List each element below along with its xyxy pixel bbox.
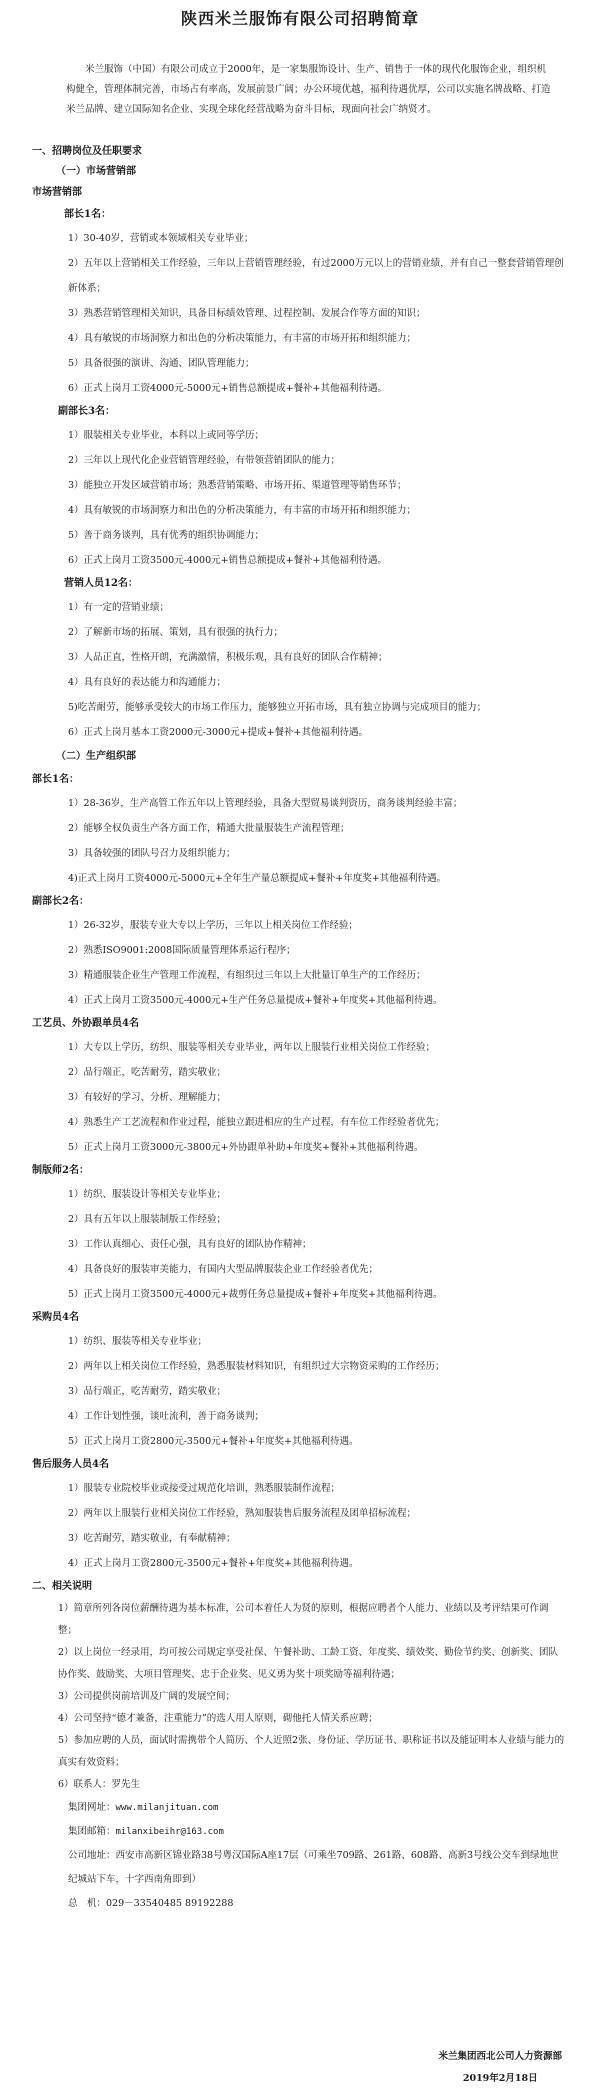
list-item: 6）正式上岗月基本工资2000元-3000元+提成+餐补+其他福利待遇。: [68, 727, 368, 738]
list-item: 5）具备很强的演讲、沟通、团队管理能力；: [68, 358, 255, 369]
list-item: 3）能独立开发区域营销市场；熟悉营销策略、市场开拓、渠道管理等销售环节；: [68, 480, 407, 491]
list-item: 4）具有良好的表达能力和沟通能力；: [68, 677, 227, 688]
list-item: 3）熟悉营销管理相关知识，具备目标绩效管理、过程控制、发展合作等方面的知识；: [68, 308, 426, 319]
list-item: 4）正式上岗月工资2800元-3500元+餐补+年度奖+其他福利待遇。: [68, 1558, 359, 1569]
section1-heading: 一、招聘岗位及任职要求: [32, 146, 142, 157]
list-item: 6）正式上岗月工资4000元-5000元+销售总额提成+餐补+其他福利待遇。: [68, 383, 387, 394]
list-item: 5）正式上岗月工资2800元-3500元+餐补+年度奖+其他福利待遇。: [68, 1436, 359, 1447]
list-item: 1）纺织、服装设计等相关专业毕业；: [68, 1189, 227, 1200]
website-label: 集团网址：: [68, 1802, 116, 1813]
signature-date: 2019年2月18日: [462, 2073, 538, 2084]
list-item: 3）吃苦耐劳，踏实敬业，有奉献精神；: [68, 1533, 236, 1544]
craft-staff-heading: 工艺员、外协跟单员4名: [32, 1018, 139, 1029]
company-intro: 米兰服饰（中国）有限公司成立于2000年，是一家集服饰设计、生产、销售于一体的现代化服饰企业，组织机构健全，管理体制完善，市场占有率高，发展前景广阔；办公环境优越，福利待遇优厚，公司以实施名牌战略、打造米兰品牌、建立国际知名企业、实现全球化经营战略为奋斗目标，现面向社会广纳贤才。: [66, 64, 551, 115]
signature-block: [438, 2046, 562, 2090]
signature-org: 米兰集团西北公司人力资源部: [438, 2051, 562, 2062]
email-link[interactable]: milanxibeihr@163.com: [115, 1827, 224, 1837]
website-line: [28, 1796, 572, 1820]
email-line: [28, 1820, 572, 1844]
list-item: 4）熟悉生产工艺流程和作业过程，能独立跟进相应的生产过程，有车位工作经验者优先；: [68, 1117, 445, 1128]
phone-line: [28, 1892, 572, 1916]
sales-staff-heading: 营销人员12名：: [64, 578, 138, 589]
list-item: 2）三年以上现代化企业营销管理经验，有带领营销团队的能力；: [68, 455, 341, 466]
list-item: 2）两年以上相关岗位工作经验，熟悉服装材料知识，有组织过大宗物资采购的工作经历；: [68, 1361, 445, 1372]
list-item: 4）具备良好的服装审美能力，有国内大型品牌服装企业工作经验者优先；: [68, 1264, 379, 1275]
list-item: 2）以上岗位一经录用，均可按公司规定享受社保、午餐补助、工龄工资、年度奖、绩效奖、勤俭节约奖、创新奖、团队协作奖、鼓励奖、大项目管理奖、忠于企业奖、见义勇为奖十项奖励等福利待遇；: [58, 1647, 559, 1680]
list-item: 3）工作认真细心、责任心强，具有良好的团队协作精神；: [68, 1239, 312, 1250]
phone-label: 总 机：: [68, 1898, 107, 1909]
list-item: 1）有一定的营销业绩；: [68, 602, 170, 613]
list-item: 3）品行端正，吃苦耐劳，踏实敬业；: [68, 1386, 227, 1397]
list-item: 6）联系人：罗先生: [58, 1779, 141, 1790]
pattern-maker-heading: 制版师2名：: [32, 1165, 89, 1176]
list-item: 3）精通服装企业生产管理工作流程，有组织过三年以上大批量订单生产的工作经历；: [68, 970, 426, 981]
list-item: 2）能够全权负责生产各方面工作，精通大批量服装生产流程管理；: [68, 823, 350, 834]
list-item: 3）公司提供岗前培训及广阔的发展空间；: [58, 1691, 236, 1702]
market-dept-subheading: 市场营销部: [32, 187, 82, 198]
address-value: 西安市高新区锦业路38号粤汉国际A座17层（可乘坐709路、261路、608路、高新3号线公交车到绿地世纪城站下车，十字西南角即到）: [68, 1850, 559, 1885]
aftersales-heading: 售后服务人员4名: [32, 1459, 109, 1470]
list-item: 4）工作计划性强，谈吐流利，善于商务谈判；: [68, 1411, 265, 1422]
list-item: 2）两年以上服装行业相关岗位工作经验，熟知服装售后服务流程及团单招标流程；: [68, 1508, 417, 1519]
list-item: 4）具有敏锐的市场洞察力和出色的分析决策能力，有丰富的市场开拓和组织能力；: [68, 505, 417, 516]
list-item: 1）简章所列各岗位薪酬待遇为基本标准，公司本着任人为贤的原则，根据应聘者个人能力、业绩以及考评结果可作调整；: [58, 1603, 549, 1636]
list-item: 3）具备较强的团队号召力及组织能力；: [68, 848, 236, 859]
phone-value: 029－33540485 89192288: [106, 1898, 234, 1909]
email-label: 集团邮箱：: [68, 1826, 116, 1837]
market-dept-heading: （一）市场营销部: [56, 166, 136, 177]
address-line: [28, 1844, 572, 1892]
list-item: 1）服装相关专业毕业，本科以上或同等学历；: [68, 430, 265, 441]
list-item: 5）参加应聘的人员，面试时需携带个人简历、个人近照2张、身份证、学历证书、职称证书以及能证明本人业绩与能力的真实有效资料；: [58, 1735, 565, 1768]
production-deputy-heading: 副部长2名：: [32, 896, 89, 907]
list-item: 1）纺织、服装等相关专业毕业；: [68, 1336, 208, 1347]
list-item: 2）五年以上营销相关工作经验，三年以上营销管理经验，有过2000万元以上的营销业绩，并有自己一整套营销管理创新体系；: [68, 258, 564, 294]
production-dept-heading: （二）生产组织部: [56, 751, 136, 762]
list-item: 1）30-40岁，营销或本领域相关专业毕业；: [68, 233, 254, 244]
list-item: 6）正式上岗月工资3500元-4000元+销售总额提成+餐补+其他福利待遇。: [68, 555, 387, 566]
list-item: 2）了解新市场的拓展、策划，具有很强的执行力；: [68, 627, 284, 638]
list-item: 4）正式上岗月工资3500元-4000元+生产任务总量提成+餐补+年度奖+其他福利待遇。: [68, 995, 443, 1006]
market-deputy-heading: 副部长3名：: [58, 406, 115, 417]
list-item: 2）具有五年以上服装制版工作经验；: [68, 1214, 227, 1225]
section2-heading: 二、相关说明: [32, 1581, 92, 1592]
list-item: 3）有较好的学习、分析、理解能力；: [68, 1092, 227, 1103]
list-item: 1）28-36岁，生产高管工作五年以上管理经验，具备大型贸易谈判资历，商务谈判经验丰富；: [68, 798, 463, 809]
list-item: 5）正式上岗月工资3000元-3800元+外协跟单补助+年度奖+餐补+其他福利待遇。: [68, 1142, 424, 1153]
production-director-heading: 部长1名：: [32, 774, 79, 785]
list-item: 2）熟悉ISO9001:2008国际质量管理体系运行程序；: [68, 945, 296, 956]
list-item: 4)正式上岗月工资4000元-5000元+全年生产量总额提成+餐补+年度奖+其他福利待遇。: [68, 873, 447, 884]
website-link[interactable]: www.milanjituan.com: [115, 1803, 219, 1813]
address-label: 公司地址：: [68, 1850, 116, 1861]
list-item: 1）大专以上学历，纺织、服装等相关专业毕业，两年以上服装行业相关岗位工作经验；: [68, 1042, 436, 1053]
list-item: 4）公司坚持“德才兼备，注重能力”的选人用人原则，砌他托人情关系应聘；: [58, 1713, 378, 1724]
list-item: 5）正式上岗月工资3500元-4000元+裁剪任务总量提成+餐补+年度奖+其他福利待遇。: [68, 1289, 443, 1300]
list-item: 3）人品正直，性格开朗，充满激情，积极乐观，具有良好的团队合作精神；: [68, 652, 388, 663]
purchaser-heading: 采购员4名: [32, 1312, 79, 1323]
list-item: 5)吃苦耐劳，能够承受较大的市场工作压力，能够独立开拓市场，具有独立协调与完成项目的能力；: [68, 702, 487, 713]
list-item: 4）具有敏锐的市场洞察力和出色的分析决策能力，有丰富的市场开拓和组织能力；: [68, 333, 417, 344]
page-title: 陕西米兰服饰有限公司招聘简章: [180, 9, 419, 28]
list-item: 5）善于商务谈判，具有优秀的组织协调能力；: [68, 530, 265, 541]
list-item: 2）品行端正，吃苦耐劳，踏实敬业；: [68, 1067, 227, 1078]
market-director-heading: 部长1名：: [64, 209, 111, 220]
list-item: 1）26-32岁，服装专业大专以上学历，三年以上相关岗位工作经验；: [68, 920, 358, 931]
list-item: 1）服装专业院校毕业或接受过规范化培训，熟悉服装制作流程；: [68, 1483, 341, 1494]
